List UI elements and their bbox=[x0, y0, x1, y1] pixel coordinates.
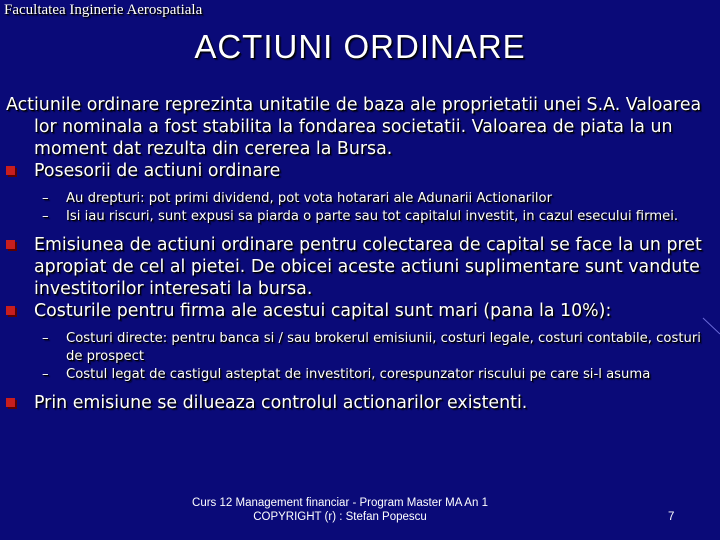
institution-header: Facultatea Inginerie Aerospatiala bbox=[4, 2, 203, 18]
dash-icon: – bbox=[42, 209, 49, 224]
bullet-item bbox=[6, 300, 712, 322]
footer-copyright-line: COPYRIGHT (r) : Stefan Popescu bbox=[253, 511, 427, 523]
dash-icon: – bbox=[42, 331, 49, 346]
square-bullet-icon bbox=[6, 306, 15, 315]
bullet-item bbox=[6, 392, 712, 414]
sub-bullet-text: Costul legat de castigul asteptat de investitori, corespunzator riscului pe care si-l asuma bbox=[66, 367, 651, 382]
sub-bullet-item bbox=[6, 330, 712, 366]
square-bullet-icon bbox=[6, 240, 15, 249]
bullet-item bbox=[6, 234, 712, 300]
sub-bullet-item bbox=[6, 190, 712, 208]
slide-body bbox=[6, 94, 712, 414]
sub-bullet-text: Costuri directe: pentru banca si / sau brokerul emisiunii, costuri legale, costuri contabile, costuri de prospect bbox=[66, 331, 701, 364]
footer bbox=[190, 496, 490, 524]
bullet-text: Costurile pentru firma ale acestui capital sunt mari (pana la 10%): bbox=[34, 301, 612, 321]
sub-bullet-item bbox=[6, 366, 712, 384]
footer-course-line: Curs 12 Management financiar - Program Master MA An 1 bbox=[192, 497, 488, 509]
slide-title: ACTIUNI ORDINARE bbox=[194, 28, 526, 65]
bullet-text: Prin emisiune se dilueaza controlul actionarilor existenti. bbox=[34, 393, 528, 413]
bullet-text: Emisiunea de actiuni ordinare pentru colectarea de capital se face la un pret apropiat de cel al pietei. De obicei aceste actiuni suplimentare sunt vandute investitorilor interesati la bursa. bbox=[34, 235, 702, 299]
bullet-item bbox=[6, 160, 712, 182]
square-bullet-icon bbox=[6, 398, 15, 407]
dash-icon: – bbox=[42, 367, 49, 382]
sub-bullet-text: Au drepturi: pot primi dividend, pot vota hotarari ale Adunarii Actionarilor bbox=[66, 191, 553, 206]
intro-paragraph: Actiunile ordinare reprezinta unitatile de baza ale proprietatii unei S.A. Valoarea lor nominala a fost stabilita la fondarea societatii. Valoarea de piata la un moment dat rezulta din cererea la Bursa. bbox=[6, 95, 702, 159]
sub-bullet-text: Isi iau riscuri, sunt expusi sa piarda o parte sau tot capitalul investit, in cazul esecului firmei. bbox=[66, 209, 679, 224]
sub-bullet-item bbox=[6, 208, 712, 226]
dash-icon: – bbox=[42, 191, 49, 206]
square-bullet-icon bbox=[6, 166, 15, 175]
page-number: 7 bbox=[668, 511, 675, 523]
bullet-text: Posesorii de actiuni ordinare bbox=[34, 161, 281, 181]
